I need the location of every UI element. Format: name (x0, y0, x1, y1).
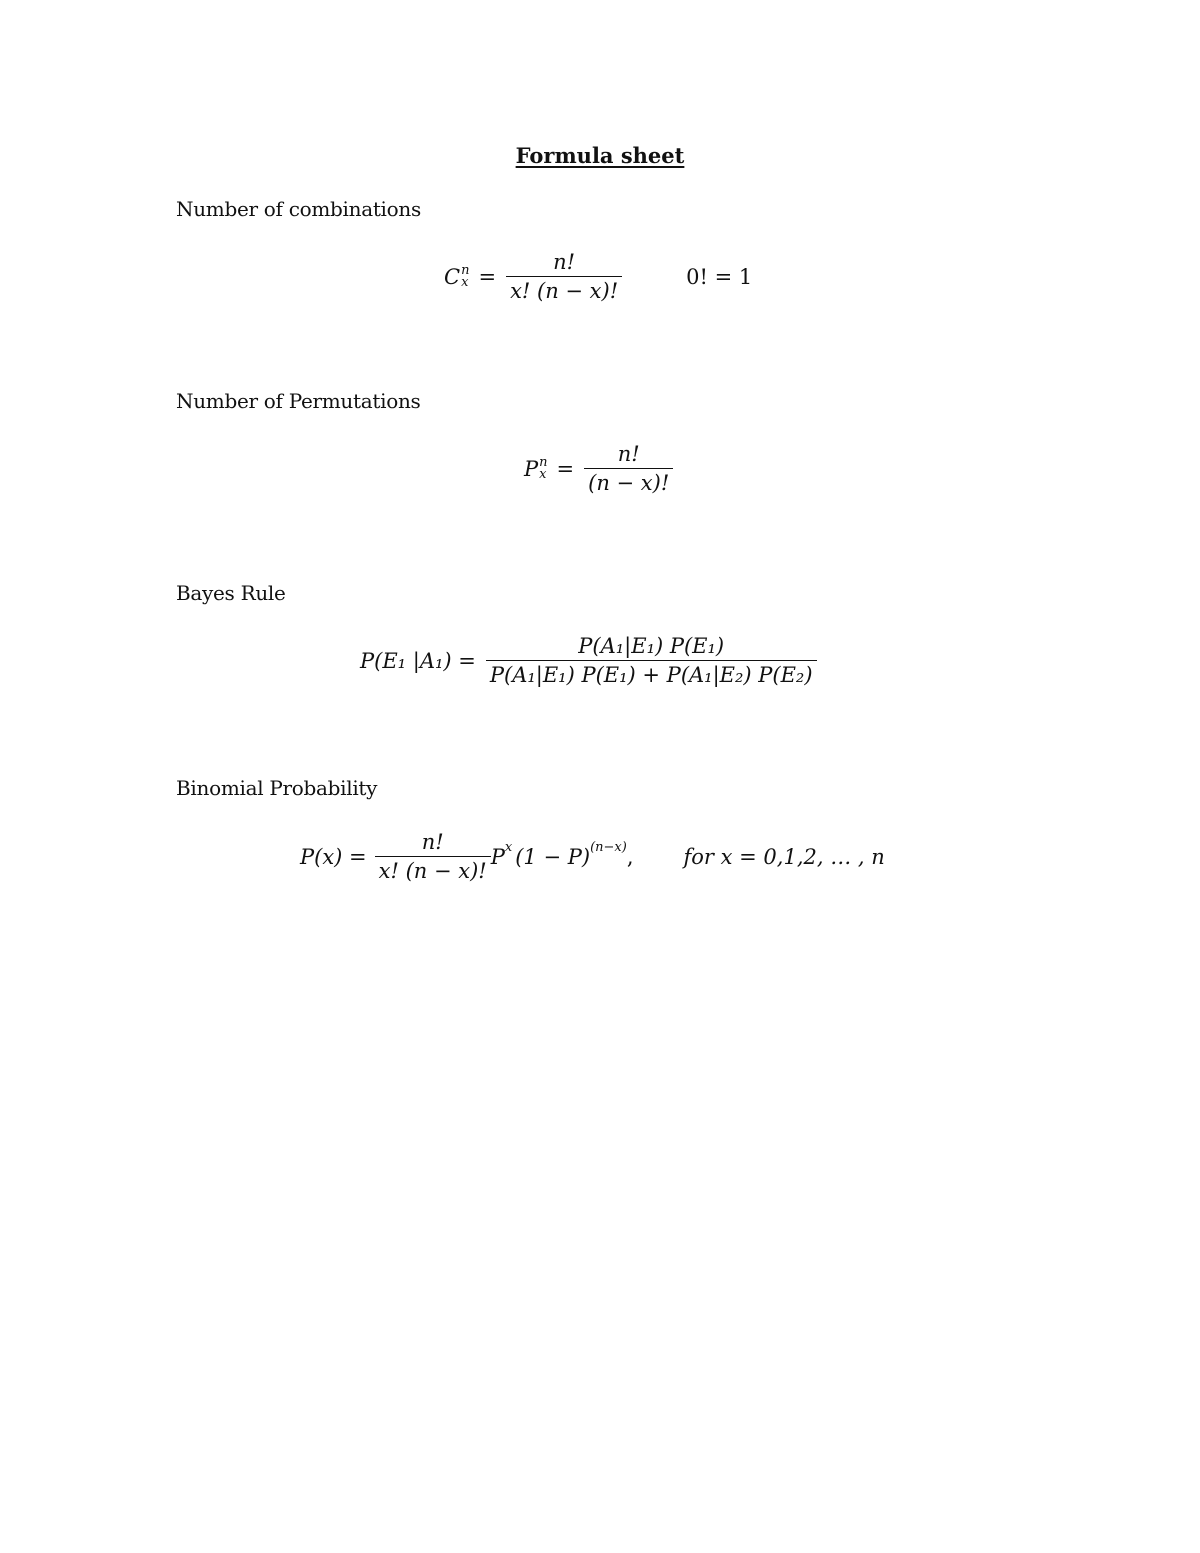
binomial-tail-exponent-n-minus-x: (n−x) (590, 840, 627, 855)
binomial-tail-complement: (1 − P) (515, 844, 591, 869)
combinations-equals: = (478, 264, 497, 289)
combinations-fraction (506, 250, 622, 303)
binomial-lhs: P(x) = (300, 844, 367, 869)
permutations-numerator: n! (617, 442, 640, 466)
permutations-sub: x (539, 466, 547, 482)
page-title: Formula sheet (515, 143, 685, 168)
combinations-numerator: n! (553, 250, 576, 274)
permutations-symbol: P (524, 456, 539, 481)
binomial-denominator: x! (n − x)! (375, 856, 491, 883)
permutations-sup: n (539, 454, 548, 470)
combinations-symbol: C (444, 264, 461, 289)
combinations-formula (444, 250, 752, 303)
permutations-fraction (584, 442, 673, 495)
binomial-fraction (375, 830, 491, 883)
permutations-equals: = (556, 456, 575, 481)
combinations-sub: x (461, 274, 469, 290)
zero-factorial-identity: 0! = 1 (686, 264, 753, 289)
permutations-indices (539, 454, 548, 482)
section-label-permutations: Number of Permutations (176, 389, 421, 413)
permutations-formula (524, 442, 677, 495)
combinations-denominator: x! (n − x)! (506, 276, 622, 303)
combinations-sup: n (461, 262, 470, 278)
binomial-numerator: n! (421, 830, 444, 854)
binomial-tail-comma: , (626, 844, 634, 869)
permutations-denominator: (n − x)! (584, 468, 673, 495)
bayes-numerator: P(A₁|E₁) P(E₁) (578, 634, 725, 658)
binomial-condition: for x = 0,1,2, … , n (683, 844, 885, 869)
section-label-bayes: Bayes Rule (176, 581, 286, 605)
bayes-lhs: P(E₁ |A₁) = (360, 648, 476, 673)
binomial-tail-base: P (490, 844, 505, 869)
combinations-indices (461, 262, 470, 290)
binomial-formula (300, 830, 885, 883)
section-label-combinations: Number of combinations (176, 197, 421, 221)
binomial-tail-exponent-x: x (504, 840, 513, 855)
bayes-fraction (486, 634, 817, 687)
bayes-formula (360, 634, 821, 687)
section-label-binomial: Binomial Probability (176, 776, 378, 800)
bayes-denominator: P(A₁|E₁) P(E₁) + P(A₁|E₂) P(E₂) (486, 660, 817, 687)
